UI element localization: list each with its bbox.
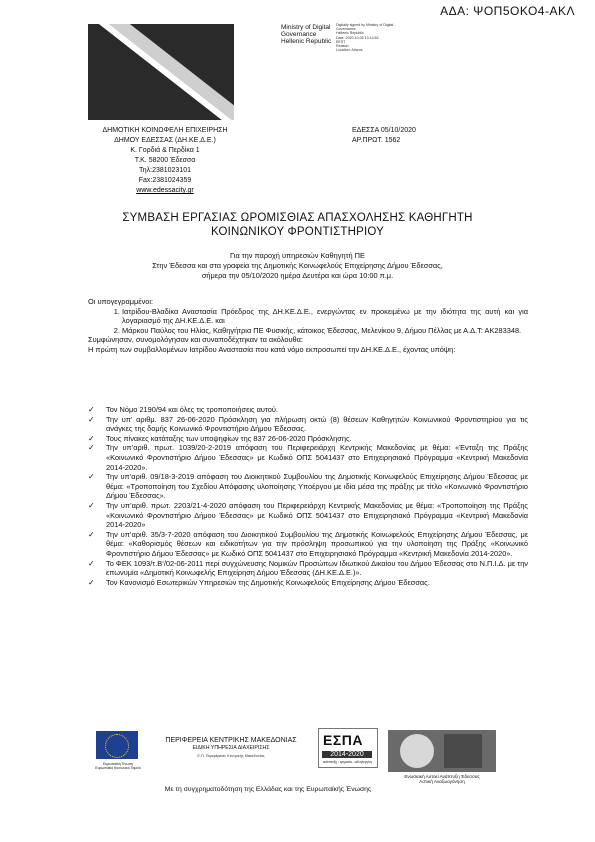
consideration-text: Την υπ’ αριθμ. 837 26-06-2020 Πρόσκληση για πλήρωση οκτώ (8) θέσεων Καθηγητών Κοινωνικού Φροντιστηρίου για τις ανάγκες της δομής Κοινωνικό Φροντιστήριο Δήμου Έδεσσας.: [106, 414, 528, 434]
consideration-item: [88, 443, 528, 472]
consideration-item: [88, 501, 528, 530]
consideration-item: [88, 415, 528, 434]
intro-line: Για την παροχή υπηρεσιών Καθηγητή ΠΕ: [230, 251, 365, 260]
party-item: 1. Ιατρίδου-Βλαδίκα Αναστασία Πρόεδρος της ΔΗ.ΚΕ.Δ.Ε., ενεργώντας εν προκειμένω με την ιδιότητα της αυτή και για λογαριασμό της ΔΗ.ΚΕ.Δ.Ε. και: [122, 307, 528, 326]
title-line: ΚΟΙΝΩΝΙΚΟΥ ΦΡΟΝΤΙΣΤΗΡΙΟΥ: [210, 226, 385, 238]
espa-tagline: ανάπτυξη - εργασία - αλληλεγγύη: [323, 760, 372, 764]
consideration-item: [88, 405, 528, 415]
checkmark-icon: ✓: [88, 472, 95, 482]
consideration-text: Τους πίνακες κατάταξης των υποψηφίων της 837 26-06-2020 Πρόσκλησης.: [106, 433, 352, 443]
urban-development-caption: [388, 774, 496, 785]
cofinancing-note: Με τη συγχρηματοδότηση της Ελλάδας και της Ευρωπαϊκής Ένωσης: [164, 786, 372, 793]
checkmark-icon: ✓: [88, 529, 95, 539]
consideration-text: Το ΦΕΚ 1093/τ.Β’/02-06-2011 περί συγχώνευσης Νομικών Προσώπων Ιδιωτικού Δικαίου του Δήμου Έδεσσας στο Ν.Π.Ι.Δ. με την επωνυμία «Δημοτική Κοινωφελής Επιχείρηση Δήμου Έδεσσας (ΔΗ.ΚΕ.Δ.Ε.)».: [106, 558, 528, 578]
eu-caption-line: Ευρωπαϊκή Ένωση: [102, 762, 134, 766]
ada-code: ΑΔΑ: ΨΟΠ5ΟΚΟ4-ΑΚΛ: [440, 4, 575, 18]
party-item: 2. Μάρκου Παύλος του Ηλίας, Καθηγήτρια ΠΕ Φυσικής, κάτοικος Έδεσσας, Μελενίκου 9, Δήμου Πέλλας με Α.Δ.Τ: ΑΚ283348.: [122, 326, 528, 336]
header-photo: [88, 24, 234, 120]
org-line: Τηλ:2381023101: [138, 167, 192, 174]
signature-line: Location: Athens: [336, 48, 363, 53]
checkmark-icon: ✓: [88, 433, 95, 443]
consideration-item: [88, 530, 528, 559]
signature-line: Governance,: [336, 27, 357, 32]
protocol-number: ΑΡ.ΠΡΩΤ. 1562: [352, 137, 401, 144]
espa-logo: [318, 728, 378, 768]
org-line: Fax:2381024359: [138, 177, 192, 184]
eu-flag-logo: [96, 731, 138, 759]
intro: [70, 251, 525, 281]
contract-parties: [88, 297, 528, 355]
checkmark-icon: ✓: [88, 414, 95, 424]
eu-caption: [94, 762, 142, 770]
website-link[interactable]: www.edessacity.gr: [136, 187, 194, 194]
document-date: ΕΔΕΣΣΑ 05/10/2020: [352, 127, 416, 134]
undersigned-heading: Οι υπογεγραμμένοι:: [88, 297, 154, 306]
consideration-text: Την υπ’αριθ. πρωτ. 1039/20-2-2019 απόφαση του Περιφερειάρχη Κεντρικής Μακεδονίας με θέμα: «Ένταξη της Πράξης «Κοινωνικό Φροντιστήριο Δήμου Έδεσσας» με Κωδικό ΟΠΣ 5041437 στο Επιχειρησιακό Πρόγραμμα «Κεντρική Μακεδονία 2014-2020».: [106, 443, 528, 472]
consideration-item: [88, 472, 528, 501]
consideration-text: Τον Νόμο 2190/94 και όλες τις τροποποιήσεις αυτού.: [106, 405, 278, 414]
parties-list: [88, 307, 528, 336]
signature-line: Hellenic Republic: [336, 31, 364, 36]
org-line: Κ. Γορδιά & Περδίκα 1: [130, 147, 200, 154]
consideration-text: Την υπ’αριθ. 09/18-3-2019 απόφαση του Διοικητικού Συμβουλίου της Δημοτικής Κοινωφελούς Επιχείρησης Δήμου Έδεσσας με θέμα: «Τροποποίηση του Σχεδίου Απόφασης υλοποίησης Υποέργου με ιδία μέσα της πράξης με τίτλο «Κοινωνικό Φροντιστήριο Δήμου Έδεσσας».: [106, 472, 528, 501]
consideration-item: [88, 578, 528, 588]
checkmark-icon: ✓: [88, 443, 95, 453]
consideration-text: Την υπ’αριθ. 35/3-7-2020 απόφαση του Διοικητικού Συμβουλίου της Δημοτικής Κοινωφελούς Επιχείρησης Δήμου Έδεσσας, με θέμα: «Καθορισμός θέσεων και ειδικοτήτων για την πρόσληψη προσωπικού για την υλοποίηση της Πράξης «Κοινωνικό Φροντιστήριο Δήμου Έδεσσας» με Κωδικό ΟΠΣ 5041437 στο Επιχειρησιακό Πρόγραμμα «Κεντρική Μακεδονία 2014-2020».: [106, 529, 528, 558]
espa-title: ΕΣΠΑ: [323, 732, 363, 748]
eafa-line: Ενωσιακή Αυτοεί Ανάπτυξη Έδεσσας: [404, 774, 480, 779]
first-party-text: Η πρώτη των συμβαλλομένων Ιατρίδου Αναστασία που κατά νόμο εκπροσωπεί την ΔΗ.ΚΕ.Δ.Ε., έχοντας υπόψη:: [88, 344, 456, 354]
consideration-item: [88, 559, 528, 578]
org-line: ΔΗΜΟΤΙΚΗ ΚΟΙΝΩΦΕΛΗ ΕΠΙΧΕΙΡΗΣΗ: [102, 127, 228, 134]
title-line: ΣΥΜΒΑΣΗ ΕΡΓΑΣΙΑΣ ΩΡΟΜΙΣΘΙΑΣ ΑΠΑΣΧΟΛΗΣΗΣ ΚΑΘΗΓΗΤΗ: [122, 212, 473, 224]
urban-development-logo: [388, 730, 496, 772]
checkmark-icon: ✓: [88, 405, 95, 414]
signature-details: [336, 23, 393, 52]
date-protocol: [352, 126, 416, 146]
signature-line: Reason:: [336, 44, 350, 49]
org-line: Τ.Κ. 58200 Έδεσσα: [134, 157, 196, 164]
checkmark-icon: ✓: [88, 500, 95, 510]
eu-caption-line: Ευρωπαϊκό Κοινωνικό Ταμείο: [95, 766, 141, 770]
consideration-text: Την υπ’αριθ. πρωτ. 2203/21-4-2020 απόφαση του Περιφερειάρχη Κεντρικής Μακεδονίας με θέμα: «Τροποποίηση της Πράξης «Κοινωνικό Φροντιστήριο Δήμου Έδεσσας» με Κωδικό ΟΠΣ 5041437 στο Επιχειρησιακό Πρόγραμμα «Κεντρική Μακεδονία 2014-2020»: [106, 500, 528, 530]
region-line: ΠΕΡΙΦΕΡΕΙΑ ΚΕΝΤΡΙΚΗΣ ΜΑΚΕΔΟΝΙΑΣ: [165, 737, 297, 744]
checkmark-icon: ✓: [88, 577, 95, 587]
considerations-list: [88, 405, 528, 587]
checkmark-icon: ✓: [88, 558, 95, 568]
document-title: [60, 211, 535, 239]
consideration-text: Τον Κανονισμό Εσωτερικών Υπηρεσιών της Δημοτικής Κοινωφελούς Επιχείρησης Δήμου Έδεσσας.: [106, 577, 430, 587]
eafa-line: Αστική Αναζωογόνηση: [419, 779, 465, 785]
region-line: Ε.Π. Περιφέρειας Κεντρικής Μακεδονίας: [197, 753, 265, 758]
region-logo-text: [150, 737, 312, 760]
ministry-line: Ministry of Digital: [281, 24, 331, 31]
signature-line: Digitally signed by Ministry of Digital: [336, 23, 394, 27]
intro-line: σήμερα την 05/10/2020 ημέρα Δευτέρα και ώρα 10:00 π.μ.: [201, 271, 394, 280]
ministry-signature: [281, 24, 331, 45]
org-line: ΔΗΜΟΥ ΕΔΕΣΣΑΣ (ΔΗ.ΚΕ.Δ.Ε.): [114, 137, 216, 144]
signature-line: EEST: [336, 39, 346, 44]
intro-line: Στην Έδεσσα και στα γραφεία της Δημοτικής Κοινωφελούς Επιχείρησης Δήμου Έδεσσας,: [152, 261, 443, 270]
organization-address: [98, 126, 232, 196]
ministry-line: Hellenic Republic: [281, 38, 332, 45]
ministry-line: Governance: [281, 31, 317, 38]
espa-years: 2014-2020: [322, 751, 372, 758]
signature-line: Date: 2020.10.05 13:14:52: [336, 35, 379, 40]
consideration-item: [88, 434, 528, 444]
region-line: ΕΙΔΙΚΗ ΥΠΗΡΕΣΙΑ ΔΙΑΧΕΙΡΙΣΗΣ: [192, 744, 270, 751]
agreed-text: Συμφώνησαν, συνομολόγησαν και συναποδέχτηκαν τα ακόλουθα:: [88, 335, 303, 345]
